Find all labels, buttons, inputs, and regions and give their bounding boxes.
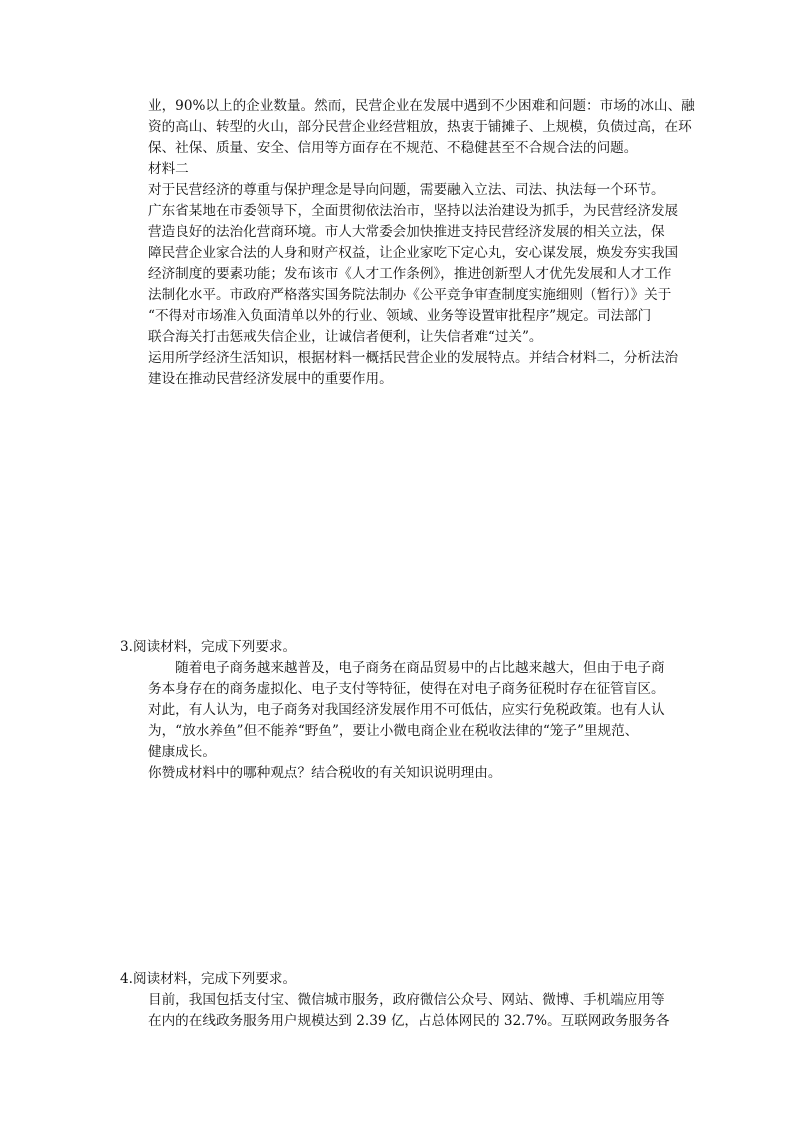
question-4-heading: 4.阅读材料，完成下列要求。: [120, 971, 297, 987]
text-line: 务本身存在的商务虚拟化、电子支付等特征，使得在对电子商务征税时存在征管盲区。: [148, 681, 665, 697]
text-line: 对于民营经济的尊重与保护理念是导向问题，需要融入立法、司法、执法每一个环节。: [148, 182, 665, 198]
text-line: 营造良好的法治化营商环境。市人大常委会加快推进支持民营经济发展的相关立法，保: [148, 224, 665, 240]
text-line: 健康成长。: [148, 744, 216, 760]
text-line: “不得对市场准入负面清单以外的行业、领域、业务等设置审批程序”规定。司法部门: [148, 308, 652, 324]
text-line: 对此，有人认为，电子商务对我国经济发展作用不可低估，应实行免税政策。也有人认: [148, 702, 665, 718]
material-two-title: 材料二: [148, 161, 189, 177]
text-line: 随着电子商务越来越普及，电子商务在商品贸易中的占比越来越大，但由于电子商: [148, 660, 665, 676]
text-line: 障民营企业家合法的人身和财产权益，让企业家吃下定心丸，安心谋发展，焕发夯实我国: [148, 245, 679, 261]
text-line: 联合海关打击惩戒失信企业，让诚信者便利，让失信者难“过关”。: [148, 329, 543, 345]
text-line: 广东省某地在市委领导下，全面贯彻依法治市，坚持以法治建设为抓手，为民营经济发展: [148, 203, 679, 219]
text-line: 目前，我国包括支付宝、微信城市服务，政府微信公众号、网站、微博、手机端应用等: [148, 992, 665, 1008]
question-3-heading: 3.阅读材料，完成下列要求。: [120, 639, 297, 655]
question-prompt: 你赞成材料中的哪种观点？结合税收的有关知识说明理由。: [148, 765, 502, 781]
text-line: 为，“放水养鱼”但不能养“野鱼”，要让小微电商企业在税收法律的“笼子”里规范、: [148, 723, 639, 739]
text-line: 保、社保、质量、安全、信用等方面存在不规范、不稳健甚至不合规合法的问题。: [148, 140, 638, 156]
text-line: 资的高山、转型的火山，部分民营企业经营粗放，热衷于铺摊子、上规模，负债过高，在环: [148, 119, 692, 135]
text-line: 业，90%以上的企业数量。然而，民营企业在发展中遇到不少困难和问题：市场的冰山、融: [148, 98, 695, 114]
text-line: 经济制度的要素功能；发布该市《人才工作条例》，推进创新型人才优先发展和人才工作: [148, 266, 672, 282]
question-prompt: 运用所学经济生活知识，根据材料一概括民营企业的发展特点。并结合材料二，分析法治: [148, 350, 679, 366]
text-line: 在内的在线政务服务用户规模达到 2.39 亿，占总体网民的 32.7%。互联网政务服务各: [148, 1013, 670, 1029]
text-line: 法制化水平。市政府严格落实国务院法制办《公平竞争审查制度实施细则（暂行）》关于: [148, 287, 672, 303]
question-prompt: 建设在推动民营经济发展中的重要作用。: [148, 371, 393, 387]
